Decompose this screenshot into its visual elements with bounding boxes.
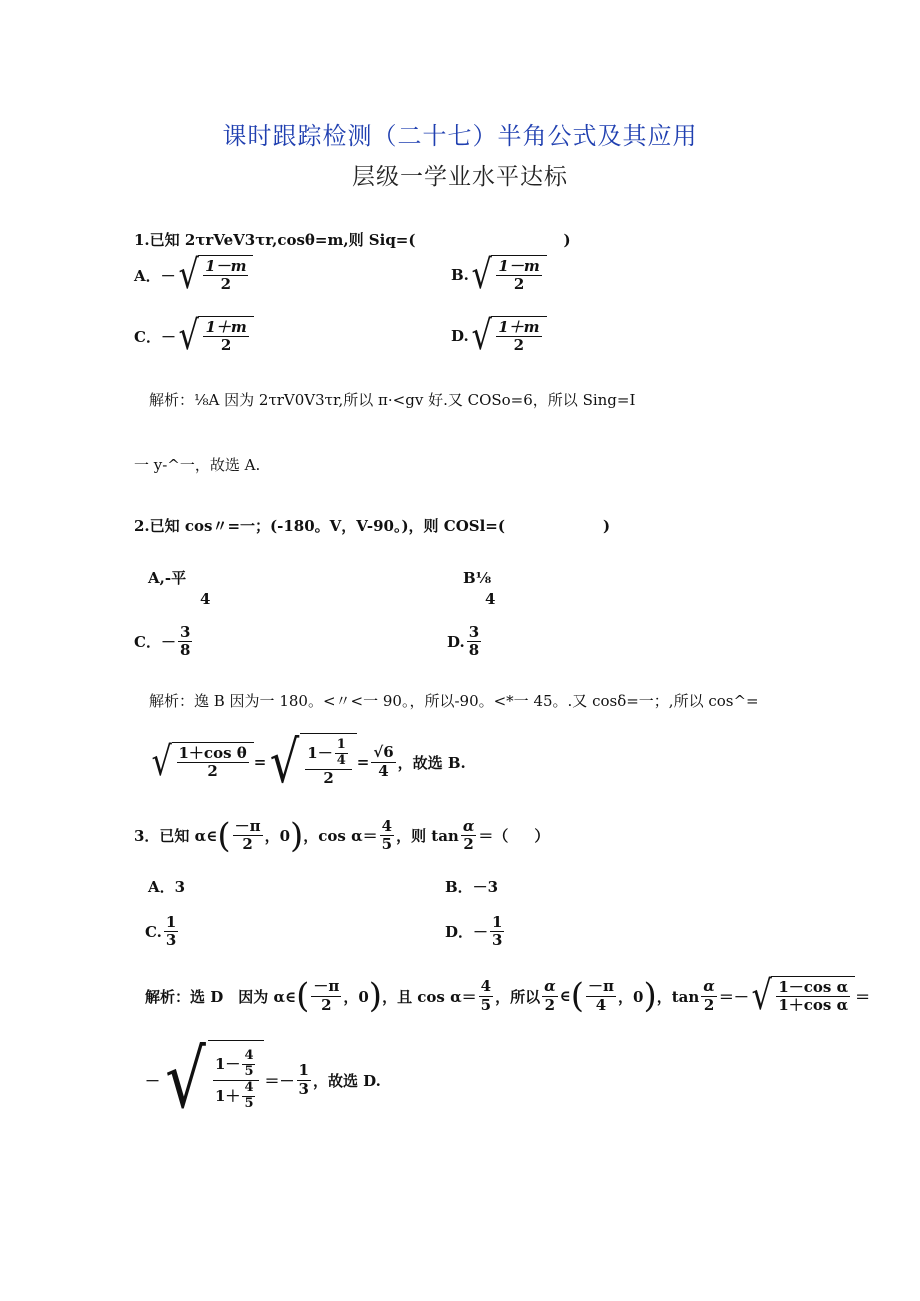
q2-solution-line1: 解析：逸 B 因为一 180。<〃<一 90。，所以-90。<*一 45。.又 cosδ=一；,所以 cos^= (149, 692, 759, 710)
q1-option-b: B. √ $\frac{1-m}{2}$ (451, 255, 547, 295)
q1-option-d: D. √ $\frac{1+m}{2}$ (451, 316, 547, 356)
q3-option-c: C. $\frac{1}{3}$ (145, 913, 177, 950)
q1-option-c: C．－ √ $\frac{1+m}{2}$ (134, 316, 254, 356)
q2-option-c: C．－ $\frac{3}{8}$ (134, 623, 191, 660)
q2-option-a: A,-平 4 (148, 569, 211, 608)
q3-solution-line1: 解析：选 D 因为 α∈ ( $\frac{-\pi}{2}$ ，0 ) ，且 cos α＝ $\frac{4}{5}$ ，所以 $\frac{\alpha}{2}$ ∈ ( $\frac{-\pi}{4}$ ，0 ) ，tan $\frac{\alpha}{2}$ ＝－ √ $\frac{\text{1－cos α}}{\text{1＋cos α}}$ ＝ (145, 973, 871, 1019)
q1-solution-line1: 解析：⅛A 因为 2τrV0V3τr,所以 π·<gv 好.又 COSo=6，所以 Sing=I (149, 391, 636, 409)
q2-option-b: B⅛ 4 (463, 569, 496, 608)
q2-option-d: D. $\frac{3}{8}$ (447, 623, 480, 660)
q2-solution-formula: √ $\frac{\text{1＋cos θ}}{2}$ = √ 1－ $\frac{1}{4}$ 2 = $\frac{√6}{4}$ ，故选 B. (151, 728, 466, 796)
q1-stem: 1.已知 2τrVeV3τr,cosθ=m,则 Siq=( ) (134, 231, 571, 249)
page-title: 课时跟踪检测（二十七）半角公式及其应用 (222, 122, 698, 150)
q1-option-a: A．－ √ $\frac{1-m}{2}$ (134, 255, 253, 295)
q3-option-b: B．－3 (445, 878, 499, 896)
q2-stem: 2.已知 cos〃=一；(-180。V，V-90。)，则 COSl=( ) (134, 517, 611, 535)
q1-solution-line2: 一 y-^一，故选 A. (134, 456, 261, 474)
q3-option-a: A．3 (148, 878, 186, 896)
q3-solution-line2: － √ 1－ $\frac{4}{5}$ 1＋ $\frac{4}{5}$ ＝－ $\frac{1}{3}$ ，故选 D. (145, 1033, 381, 1126)
q3-stem: 3．已知 α∈ ( $\frac{-\pi}{2}$ ，0 ) ，cos α＝ $\frac{4}{5}$ ，则 tan $\frac{\alpha}{2}$ ＝（ ） (134, 815, 550, 856)
q3-option-d: D．－ $\frac{1}{3}$ (445, 913, 503, 950)
section-subtitle: 层级一学业水平达标 (352, 164, 568, 190)
